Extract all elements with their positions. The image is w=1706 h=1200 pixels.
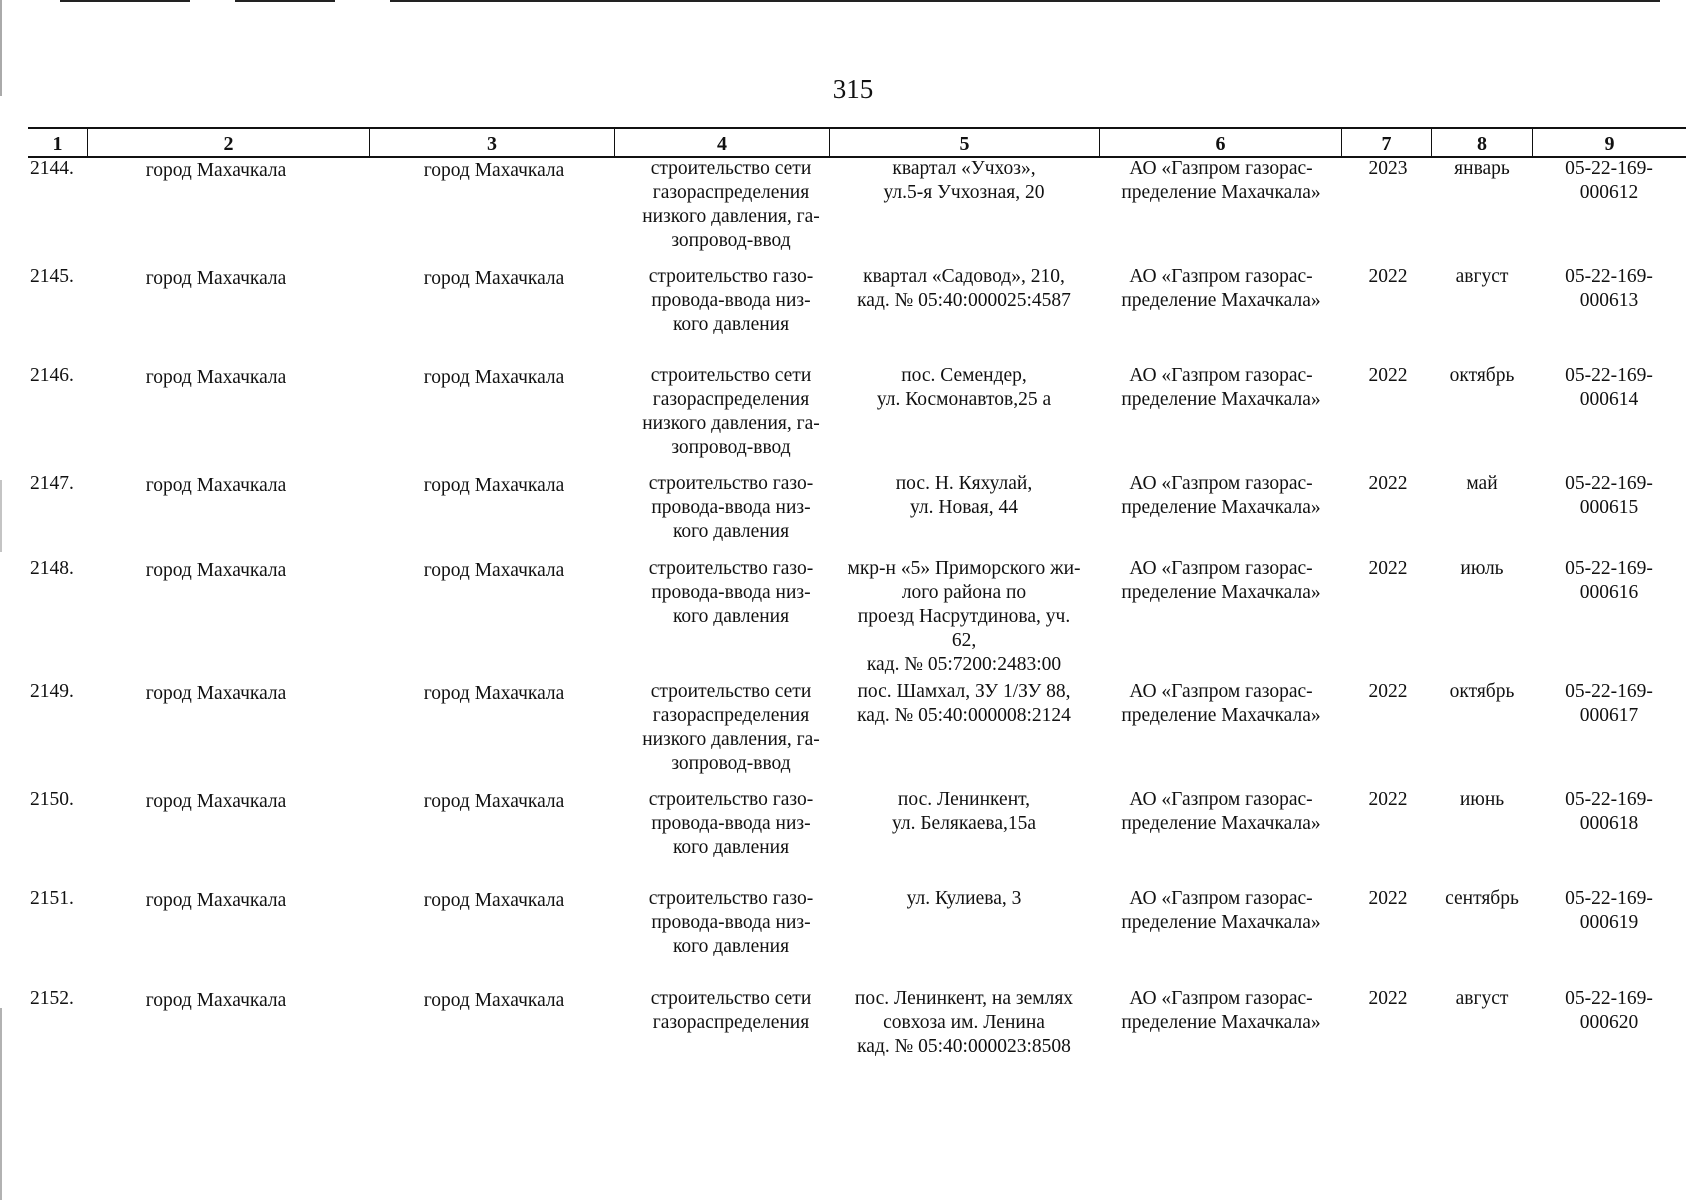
settlement-cell: город Махачкала bbox=[423, 683, 565, 704]
row-number-cell: 2146. bbox=[30, 365, 74, 386]
work-type-cell bbox=[626, 680, 836, 776]
municipality-cell: город Махачкала bbox=[145, 791, 287, 812]
work-type-line: зопровод-ввод bbox=[671, 437, 791, 458]
work-type-line: провода-ввода низ- bbox=[651, 813, 811, 834]
address-line: кад. № 05:7200:2483:00 bbox=[866, 654, 1062, 675]
data-table bbox=[28, 127, 1686, 1057]
organization-cell bbox=[1096, 557, 1346, 605]
municipality-cell: город Махачкала bbox=[145, 683, 287, 704]
registration-number-line: 000619 bbox=[1579, 912, 1639, 933]
settlement-cell: город Махачкала bbox=[423, 367, 565, 388]
settlement-cell: город Махачкала bbox=[423, 268, 565, 289]
work-type-cell bbox=[626, 788, 836, 860]
work-type-line: строительство сети bbox=[650, 158, 812, 179]
address-line: ул.5-я Учхозная, 20 bbox=[883, 182, 1045, 203]
year-cell: 2022 bbox=[1368, 789, 1408, 810]
work-type-line: кого давления bbox=[672, 936, 790, 957]
work-type-line: строительство газо- bbox=[648, 473, 814, 494]
address-line: пос. Семендер, bbox=[901, 365, 1027, 386]
organization-line: пределение Махачкала» bbox=[1121, 290, 1321, 311]
year-cell: 2022 bbox=[1368, 365, 1408, 386]
registration-number-line: 000615 bbox=[1579, 497, 1639, 518]
organization-line: АО «Газпром газорас- bbox=[1129, 473, 1313, 494]
row-number-cell: 2150. bbox=[30, 789, 74, 810]
year-cell: 2022 bbox=[1368, 266, 1408, 287]
registration-number-line: 05-22-169- bbox=[1565, 789, 1653, 810]
year-cell: 2022 bbox=[1368, 558, 1408, 579]
organization-line: АО «Газпром газорас- bbox=[1129, 558, 1313, 579]
registration-number-cell bbox=[1544, 557, 1674, 605]
work-type-cell bbox=[626, 472, 836, 544]
registration-number-cell bbox=[1544, 887, 1674, 935]
municipality-cell: город Махачкала bbox=[145, 367, 287, 388]
work-type-cell bbox=[626, 265, 836, 337]
registration-number-cell bbox=[1544, 987, 1674, 1035]
address-line: ул. Космонавтов,25 а bbox=[876, 389, 1052, 410]
organization-cell bbox=[1096, 680, 1346, 728]
row-number-cell: 2151. bbox=[30, 888, 74, 909]
registration-number-line: 05-22-169- bbox=[1565, 681, 1653, 702]
organization-line: АО «Газпром газорас- bbox=[1129, 681, 1313, 702]
year-cell: 2022 bbox=[1368, 988, 1408, 1009]
row-number-cell: 2144. bbox=[30, 158, 74, 179]
work-type-cell bbox=[626, 364, 836, 460]
registration-number-cell bbox=[1544, 265, 1674, 313]
address-cell bbox=[834, 987, 1094, 1059]
organization-line: АО «Газпром газорас- bbox=[1129, 888, 1313, 909]
registration-number-line: 05-22-169- bbox=[1565, 888, 1653, 909]
registration-number-cell bbox=[1544, 364, 1674, 412]
organization-line: пределение Махачкала» bbox=[1121, 912, 1321, 933]
registration-number-cell bbox=[1544, 680, 1674, 728]
work-type-line: строительство сети bbox=[650, 988, 812, 1009]
work-type-line: строительство газо- bbox=[648, 888, 814, 909]
work-type-line: зопровод-ввод bbox=[671, 230, 791, 251]
address-cell bbox=[834, 157, 1094, 205]
header-col-3: 3 bbox=[370, 129, 615, 156]
settlement-cell: город Махачкала bbox=[423, 890, 565, 911]
address-cell bbox=[834, 680, 1094, 728]
settlement-cell: город Махачкала bbox=[423, 791, 565, 812]
organization-cell bbox=[1096, 265, 1346, 313]
month-cell: июнь bbox=[1459, 789, 1505, 810]
registration-number-line: 000616 bbox=[1579, 582, 1639, 603]
scan-edge-line bbox=[390, 0, 1660, 2]
organization-cell bbox=[1096, 364, 1346, 412]
address-line: пос. Ленинкент, на землях bbox=[854, 988, 1074, 1009]
header-col-9: 9 bbox=[1604, 133, 1615, 155]
registration-number-line: 05-22-169- bbox=[1565, 473, 1653, 494]
municipality-cell: город Махачкала bbox=[145, 990, 287, 1011]
registration-number-line: 000620 bbox=[1579, 1012, 1639, 1033]
work-type-line: кого давления bbox=[672, 314, 790, 335]
work-type-cell bbox=[626, 157, 836, 253]
work-type-line: строительство газо- bbox=[648, 266, 814, 287]
address-line: ул. Белякаева,15а bbox=[891, 813, 1037, 834]
work-type-line: зопровод-ввод bbox=[671, 753, 791, 774]
row-number-cell: 2148. bbox=[30, 558, 74, 579]
organization-line: пределение Махачкала» bbox=[1121, 582, 1321, 603]
registration-number-line: 000613 bbox=[1579, 290, 1639, 311]
scan-edge-line bbox=[235, 0, 335, 2]
row-number-cell: 2147. bbox=[30, 473, 74, 494]
registration-number-line: 05-22-169- bbox=[1565, 266, 1653, 287]
municipality-cell: город Махачкала bbox=[145, 560, 287, 581]
organization-line: АО «Газпром газорас- bbox=[1129, 988, 1313, 1009]
work-type-line: провода-ввода низ- bbox=[651, 912, 811, 933]
month-cell: июль bbox=[1460, 558, 1504, 579]
organization-line: АО «Газпром газорас- bbox=[1129, 158, 1313, 179]
organization-cell bbox=[1096, 887, 1346, 935]
work-type-line: низкого давления, га- bbox=[642, 729, 820, 750]
organization-line: пределение Махачкала» bbox=[1121, 389, 1321, 410]
settlement-cell: город Махачкала bbox=[423, 990, 565, 1011]
work-type-line: низкого давления, га- bbox=[642, 413, 820, 434]
page-number: 315 bbox=[832, 74, 874, 104]
work-type-line: строительство сети bbox=[650, 681, 812, 702]
scan-edge-left bbox=[0, 0, 2, 1200]
address-line: пос. Н. Кяхулай, bbox=[895, 473, 1033, 494]
table-header bbox=[28, 127, 1686, 158]
work-type-line: кого давления bbox=[672, 521, 790, 542]
address-cell bbox=[834, 557, 1094, 677]
registration-number-cell bbox=[1544, 157, 1674, 205]
address-line: пос. Ленинкент, bbox=[897, 789, 1031, 810]
address-line: ул. Кулиева, 3 bbox=[906, 888, 1022, 909]
month-cell: октябрь bbox=[1449, 365, 1515, 386]
work-type-line: строительство газо- bbox=[648, 558, 814, 579]
municipality-cell: город Махачкала bbox=[145, 890, 287, 911]
registration-number-line: 05-22-169- bbox=[1565, 558, 1653, 579]
work-type-line: строительство сети bbox=[650, 365, 812, 386]
registration-number-cell bbox=[1544, 472, 1674, 520]
address-line: кад. № 05:40:000025:4587 bbox=[857, 290, 1071, 311]
month-cell: сентябрь bbox=[1445, 888, 1519, 909]
work-type-line: газораспределения bbox=[652, 1012, 810, 1033]
address-line: совхоза им. Ленина bbox=[883, 1012, 1045, 1033]
address-line: кад. № 05:40:000023:8508 bbox=[857, 1036, 1071, 1057]
organization-line: АО «Газпром газорас- bbox=[1129, 266, 1313, 287]
month-cell: август bbox=[1455, 266, 1509, 287]
organization-line: пределение Махачкала» bbox=[1121, 497, 1321, 518]
address-cell bbox=[834, 472, 1094, 520]
header-col-1: 1 bbox=[28, 129, 88, 156]
registration-number-line: 000618 bbox=[1579, 813, 1639, 834]
year-cell: 2022 bbox=[1368, 888, 1408, 909]
work-type-cell bbox=[626, 557, 836, 629]
header-col-6: 6 bbox=[1100, 129, 1342, 156]
registration-number-line: 05-22-169- bbox=[1565, 988, 1653, 1009]
row-number-cell: 2152. bbox=[30, 988, 74, 1009]
address-line: пос. Шамхал, ЗУ 1/ЗУ 88, bbox=[857, 681, 1071, 702]
work-type-line: газораспределения bbox=[652, 389, 810, 410]
organization-line: пределение Махачкала» bbox=[1121, 705, 1321, 726]
header-col-8: 8 bbox=[1432, 129, 1533, 156]
organization-line: АО «Газпром газорас- bbox=[1129, 789, 1313, 810]
address-line: квартал «Садовод», 210, bbox=[863, 266, 1065, 287]
work-type-line: кого давления bbox=[672, 606, 790, 627]
organization-line: пределение Махачкала» bbox=[1121, 182, 1321, 203]
address-cell bbox=[834, 364, 1094, 412]
address-line: мкр-н «5» Приморского жи- bbox=[847, 558, 1081, 579]
work-type-line: низкого давления, га- bbox=[642, 206, 820, 227]
settlement-cell: город Махачкала bbox=[423, 475, 565, 496]
month-cell: январь bbox=[1454, 158, 1510, 179]
work-type-line: строительство газо- bbox=[648, 789, 814, 810]
address-line: кад. № 05:40:000008:2124 bbox=[857, 705, 1071, 726]
address-cell bbox=[834, 887, 1094, 911]
work-type-cell bbox=[626, 987, 836, 1035]
municipality-cell: город Махачкала bbox=[145, 160, 287, 181]
month-cell: май bbox=[1466, 473, 1498, 494]
settlement-cell: город Махачкала bbox=[423, 160, 565, 181]
work-type-line: кого давления bbox=[672, 837, 790, 858]
address-cell bbox=[834, 788, 1094, 836]
month-cell: октябрь bbox=[1449, 681, 1515, 702]
address-line: 62, bbox=[951, 630, 977, 651]
work-type-line: газораспределения bbox=[652, 705, 810, 726]
header-col-5: 5 bbox=[830, 129, 1100, 156]
address-line: квартал «Учхоз», bbox=[892, 158, 1036, 179]
organization-cell bbox=[1096, 157, 1346, 205]
row-number-cell: 2149. bbox=[30, 681, 74, 702]
work-type-line: провода-ввода низ- bbox=[651, 582, 811, 603]
year-cell: 2022 bbox=[1368, 681, 1408, 702]
registration-number-line: 000612 bbox=[1579, 182, 1639, 203]
work-type-line: провода-ввода низ- bbox=[651, 290, 811, 311]
organization-line: АО «Газпром газорас- bbox=[1129, 365, 1313, 386]
organization-cell bbox=[1096, 987, 1346, 1035]
header-col-4: 4 bbox=[615, 129, 830, 156]
work-type-line: провода-ввода низ- bbox=[651, 497, 811, 518]
address-cell bbox=[834, 265, 1094, 313]
organization-cell bbox=[1096, 472, 1346, 520]
scan-edge-line bbox=[60, 0, 190, 2]
work-type-line: газораспределения bbox=[652, 182, 810, 203]
address-line: ул. Новая, 44 bbox=[909, 497, 1019, 518]
address-line: лого района по bbox=[901, 582, 1027, 603]
municipality-cell: город Махачкала bbox=[145, 268, 287, 289]
organization-cell bbox=[1096, 788, 1346, 836]
registration-number-line: 05-22-169- bbox=[1565, 365, 1653, 386]
settlement-cell: город Махачкала bbox=[423, 560, 565, 581]
year-cell: 2023 bbox=[1368, 158, 1408, 179]
registration-number-cell bbox=[1544, 788, 1674, 836]
year-cell: 2022 bbox=[1368, 473, 1408, 494]
municipality-cell: город Махачкала bbox=[145, 475, 287, 496]
header-col-7: 7 bbox=[1342, 129, 1432, 156]
registration-number-line: 05-22-169- bbox=[1565, 158, 1653, 179]
row-number-cell: 2145. bbox=[30, 266, 74, 287]
registration-number-line: 000614 bbox=[1579, 389, 1639, 410]
work-type-cell bbox=[626, 887, 836, 959]
header-col-2: 2 bbox=[88, 129, 370, 156]
address-line: проезд Насрутдинова, уч. bbox=[857, 606, 1071, 627]
registration-number-line: 000617 bbox=[1579, 705, 1639, 726]
organization-line: пределение Махачкала» bbox=[1121, 813, 1321, 834]
organization-line: пределение Махачкала» bbox=[1121, 1012, 1321, 1033]
month-cell: август bbox=[1455, 988, 1509, 1009]
